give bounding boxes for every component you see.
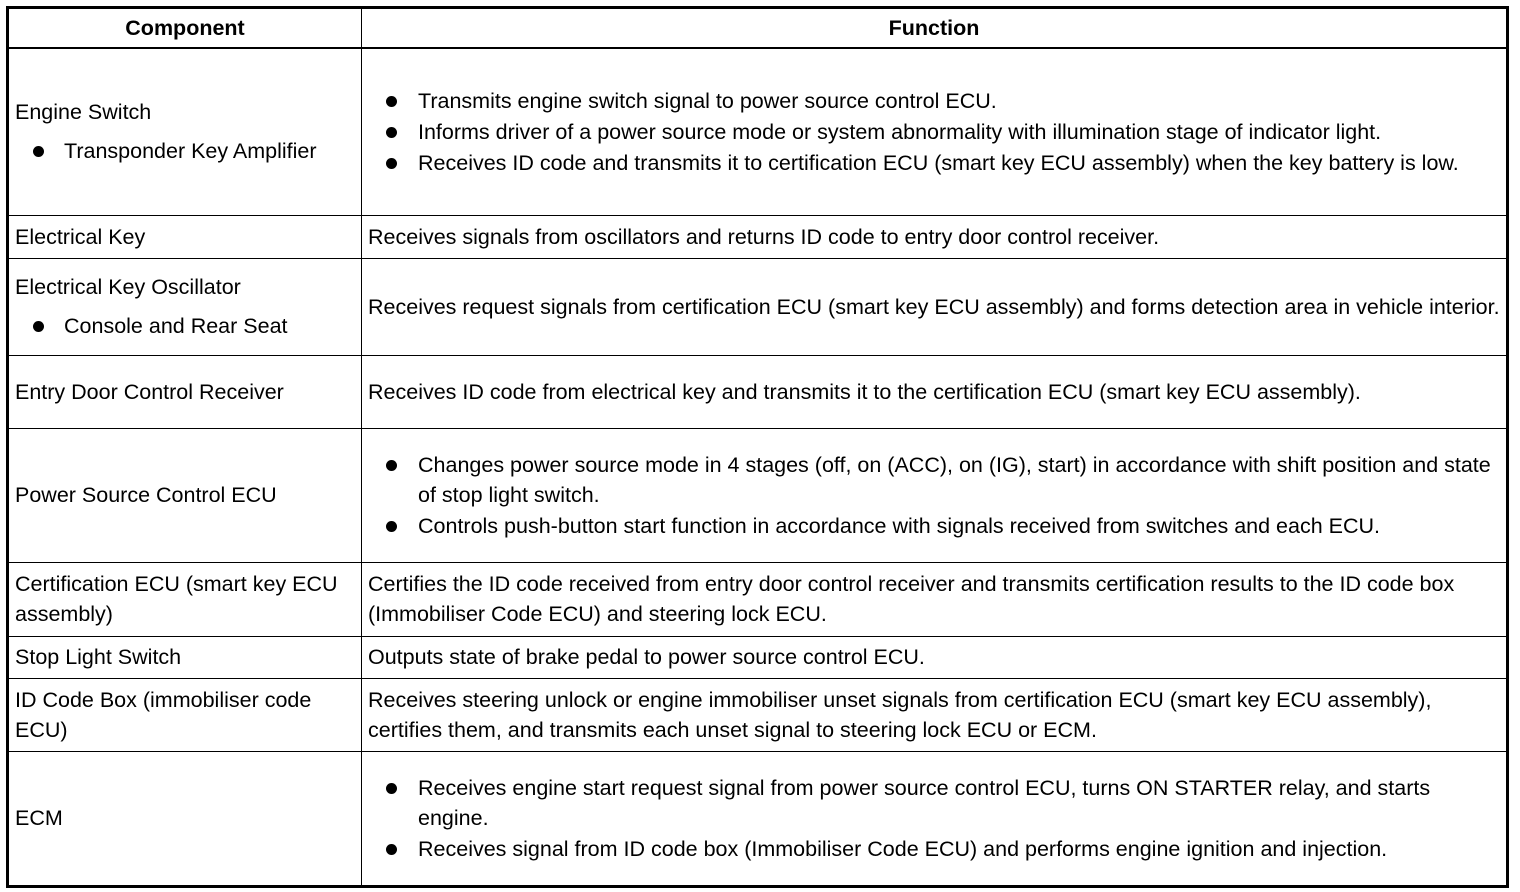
list-item: Receives signal from ID code box (Immobiliser Code ECU) and performs engine ignition and injection. xyxy=(368,834,1500,864)
component-sub-list xyxy=(15,136,355,166)
function-cell: Receives steering unlock or engine immobiliser unset signals from certification ECU (smart key ECU assembly), certifies them, and transmits each unset signal to steering lock ECU or ECM. xyxy=(362,678,1508,751)
table-row xyxy=(8,678,1508,751)
component-cell xyxy=(8,751,362,886)
function-cell xyxy=(362,751,1508,886)
bullet-icon xyxy=(386,96,397,107)
component-name: Electrical Key Oscillator xyxy=(15,274,241,299)
table-row xyxy=(8,48,1508,215)
component-cell xyxy=(8,562,362,636)
table-row xyxy=(8,355,1508,428)
component-cell xyxy=(8,636,362,678)
bullet-icon xyxy=(33,321,44,332)
bullet-icon xyxy=(386,521,397,532)
function-cell: Receives request signals from certification ECU (smart key ECU assembly) and forms detection area in vehicle interior. xyxy=(362,258,1508,355)
function-list xyxy=(368,450,1500,541)
bullet-icon xyxy=(386,460,397,471)
component-cell xyxy=(8,258,362,355)
component-cell xyxy=(8,48,362,215)
list-item: Receives ID code and transmits it to certification ECU (smart key ECU assembly) when the key battery is low. xyxy=(368,148,1500,178)
component-cell xyxy=(8,215,362,258)
function-cell: Receives ID code from electrical key and transmits it to the certification ECU (smart key ECU assembly). xyxy=(362,355,1508,428)
function-cell xyxy=(362,428,1508,562)
component-name: Entry Door Control Receiver xyxy=(15,379,284,404)
table-row xyxy=(8,751,1508,886)
component-cell xyxy=(8,678,362,751)
table-row xyxy=(8,428,1508,562)
list-item: Transmits engine switch signal to power source control ECU. xyxy=(368,86,1500,116)
function-list xyxy=(368,86,1500,178)
component-sub-list xyxy=(15,311,355,341)
component-name: Certification ECU (smart key ECU assembly) xyxy=(15,572,338,626)
function-cell xyxy=(362,48,1508,215)
list-item: Informs driver of a power source mode or system abnormality with illumination stage of indicator light. xyxy=(368,117,1500,147)
function-cell: Receives signals from oscillators and returns ID code to entry door control receiver. xyxy=(362,215,1508,258)
component-cell xyxy=(8,428,362,562)
table-row xyxy=(8,215,1508,258)
bullet-icon xyxy=(386,158,397,169)
component-cell xyxy=(8,355,362,428)
list-item: Console and Rear Seat xyxy=(15,311,355,341)
bullet-icon xyxy=(33,146,44,157)
table-header-row xyxy=(8,8,1508,49)
component-name: Stop Light Switch xyxy=(15,645,182,669)
component-name: Engine Switch xyxy=(15,99,152,124)
component-name: ECM xyxy=(15,806,63,830)
function-list xyxy=(368,773,1500,864)
bullet-icon xyxy=(386,127,397,138)
bullet-icon xyxy=(386,844,397,855)
table-row xyxy=(8,258,1508,355)
component-column-header: Component xyxy=(8,8,362,49)
function-column-header: Function xyxy=(362,8,1508,49)
list-item: Transponder Key Amplifier xyxy=(15,136,355,166)
function-cell: Certifies the ID code received from entry door control receiver and transmits certification results to the ID code box (Immobiliser Code ECU) and steering lock ECU. xyxy=(362,562,1508,636)
component-name: Power Source Control ECU xyxy=(15,483,277,507)
list-item: Changes power source mode in 4 stages (off, on (ACC), on (IG), start) in accordance with shift position and state of stop light switch. xyxy=(368,450,1500,510)
component-name: ID Code Box (immobiliser code ECU) xyxy=(15,687,312,742)
list-item: Receives engine start request signal from power source control ECU, turns ON STARTER relay, and starts engine. xyxy=(368,773,1500,833)
table-row xyxy=(8,562,1508,636)
component-function-table xyxy=(6,6,1509,888)
bullet-icon xyxy=(386,783,397,794)
function-cell: Outputs state of brake pedal to power source control ECU. xyxy=(362,636,1508,678)
list-item: Controls push-button start function in accordance with signals received from switches and each ECU. xyxy=(368,511,1500,541)
table-row xyxy=(8,636,1508,678)
component-name: Electrical Key xyxy=(15,224,146,249)
